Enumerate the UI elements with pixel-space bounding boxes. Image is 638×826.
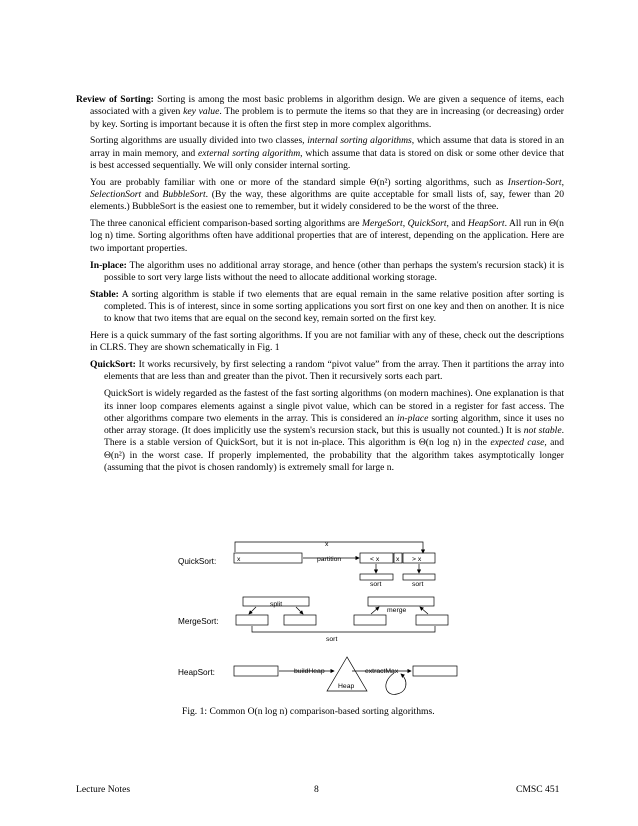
quicksort-input-x: x	[237, 556, 241, 563]
efficient-text-a: The three canonical efficient comparison-based sorting algorithms are	[90, 218, 362, 230]
sorting-figure	[166, 535, 466, 697]
mergesort-right-half	[284, 615, 316, 625]
mergesort-left-half	[236, 615, 268, 625]
quicksort-detail-paragraph	[104, 388, 564, 474]
page-number: 8	[314, 784, 319, 795]
inplace-label: In-place:	[90, 259, 127, 271]
classes-text-b: , which assume that data is stored in an array in main memory, and	[90, 135, 564, 159]
sort-connector	[252, 626, 435, 632]
classes-text-c: , which assume that data is stored on disk or some other device that is best accessed sequentially. We will only consider internal sorting.	[90, 147, 565, 171]
quicksort-input-box	[234, 553, 302, 563]
stable-text: A sorting algorithm is stable if two elements that are equal remain in the same relative position after sorting is completed. This is of interest, since in some sorting applications you sort first on one key and then on another. It is nice to know that two items that are equal on the second key, remain sorted on the first key.	[104, 288, 564, 325]
expected-case-term: expected case	[490, 437, 545, 449]
review-paragraph	[76, 94, 564, 131]
heapsort-output-box	[413, 666, 457, 676]
split-label: split	[270, 601, 283, 608]
classes-text-a: Sorting algorithms are usually divided into two classes,	[90, 135, 308, 147]
pivot-x-mid: x	[396, 556, 400, 563]
review-heading: Review of Sorting:	[76, 94, 154, 105]
mergesort-term: MergeSort	[362, 218, 403, 230]
simple-algorithms-paragraph: You are probably familiar with one or more of the standard simple Θ(n²) sorting algorithms, such as Insertion-Sort, SelectionSort and BubbleSort. (By the way, these algorithms are quite acceptable for small lists of, say, fewer than 20 elements.) BubbleSort is the easiest one to remember, but it widely considered to be the worst of the three.	[90, 176, 564, 213]
summary-paragraph: Here is a quick summary of the fast sorting algorithms. If you are not familiar with any of these, check out the descriptions in CLRS. They are shown schematically in Fig. 1	[90, 330, 564, 354]
split-arrow-left	[249, 607, 256, 614]
efficient-text-b: . All run in Θ(n log n) time. Sorting algorithms often have additional properties that are of interest, depending on the application. Here are two important properties.	[90, 218, 564, 254]
review-text-1b: . The problem is to permute the items so that they are in increasing (or decreasing) order by key. Sorting is important because it is often the first step in more complex algorithms.	[90, 106, 564, 130]
quicksort-term: QuickSort	[407, 218, 447, 230]
qs-text-d: , and Θ(n²) in the worst case. If properly implemented, the probability that the algorithm takes asymptotically longer (assuming that the pivot is chosen randomly) is extremely small for large n.	[104, 437, 564, 474]
review-text-1a: Sorting is among the most basic problems in algorithm design. We are given a sequence of items, each associated with a given	[90, 94, 565, 118]
footer-left: Lecture Notes	[76, 784, 131, 795]
sorted-right-box	[403, 574, 435, 580]
bubble-sort-term: BubbleSort	[162, 189, 206, 201]
build-heap-label: buildHeap	[294, 668, 325, 675]
quicksort-row-label: QuickSort:	[178, 557, 217, 566]
extract-loop	[386, 673, 406, 694]
qs-text-b: sorting algorithm, since it uses no other array storage. (It does implicitly use the system's recursion stack, but this is usually not counted.) It is	[104, 412, 564, 437]
heapsort-input-box	[234, 666, 278, 676]
key-value-term: key value	[183, 106, 220, 118]
in-place-term: in-place	[396, 412, 429, 424]
greater-than-label: > x	[412, 556, 422, 563]
quicksort-label: QuickSort:	[90, 359, 136, 371]
figure-caption: Fig. 1: Common O(n log n) comparison-based sorting algorithms.	[182, 706, 435, 717]
merge-label: merge	[387, 607, 407, 614]
sort-right-label: sort	[412, 581, 424, 588]
heap-label: Heap	[338, 683, 355, 690]
stable-property	[90, 289, 564, 326]
merge-arrow-right	[420, 607, 428, 614]
mergesort-row-label: MergeSort:	[178, 617, 219, 626]
and-text-2: , and	[446, 218, 468, 230]
quicksort-paragraph	[90, 359, 564, 384]
qs-text-c: . There is a stable version of QuickSort, but it is not in-place. This algorithm is Θ(n log n) in the	[104, 425, 564, 449]
main-content	[76, 94, 564, 479]
merge-arrow-left	[371, 607, 379, 614]
inplace-property	[90, 260, 564, 285]
pivot-x-top: x	[325, 541, 329, 548]
heapsort-term: HeapSort	[467, 218, 505, 230]
inplace-text: The algorithm uses no additional array storage, and hence (other than perhaps the system's recursion stack) it is possible to sort very large lists without the need to allocate additional working storage.	[104, 259, 565, 283]
merge-left-half	[354, 615, 386, 625]
heapsort-row-label: HeapSort:	[178, 668, 215, 677]
less-than-label: < x	[370, 556, 380, 563]
internal-sorting-term: internal sorting algorithms	[307, 135, 412, 147]
sort-bottom-label: sort	[326, 636, 338, 643]
partition-label: partition	[317, 556, 342, 563]
split-arrow-right	[296, 607, 303, 614]
insertion-sort-term: Insertion-Sort	[507, 176, 562, 188]
sorted-left-box	[360, 574, 393, 580]
sort-left-label: sort	[370, 581, 382, 588]
quicksort-text-1: It works recursively, by first selecting a random “pivot value” from the array. Then it partitions the array into elements that are less than and greater than the pivot. Then it recursively sorts each part.	[104, 359, 564, 383]
qs-text-a: QuickSort is widely regarded as the fastest of the fast sorting algorithms (on modern machines). One explanation is that its inner loop compares elements against a single pivot value, which can be stored in a register for fast access. The other algorithms compare two elements in the array. This is considered an	[104, 388, 564, 424]
simple-text-b: . (By the way, these algorithms are quite acceptable for small lists of, say, fewer than 20 elements.) BubbleSort is the easiest one to remember, but it widely considered to be the worst of the three.	[90, 189, 564, 213]
not-stable-term: not stable	[523, 425, 562, 437]
footer-right: CMSC 451	[516, 784, 560, 795]
sorting-diagram	[166, 535, 466, 697]
merged-output-box	[368, 597, 434, 606]
external-sorting-term: external sorting algorithm	[198, 147, 301, 159]
selection-sort-term: SelectionSort	[90, 189, 142, 201]
classes-paragraph	[90, 135, 564, 172]
merge-right-half	[416, 615, 448, 625]
efficient-algorithms-paragraph: The three canonical efficient comparison-based sorting algorithms are MergeSort, QuickSort, and HeapSort. All run in Θ(n log n) time. Sorting algorithms often have additional properties that are of interest, depending on the application. Here are two important properties.	[90, 218, 564, 254]
stable-label: Stable:	[90, 288, 119, 300]
extract-max-label: extractMax	[365, 668, 399, 675]
simple-text-a: You are probably familiar with one or more of the standard simple Θ(n²) sorting algorithms, such as	[90, 176, 508, 188]
pivot-arrow	[235, 542, 423, 553]
and-text: and	[141, 189, 163, 201]
